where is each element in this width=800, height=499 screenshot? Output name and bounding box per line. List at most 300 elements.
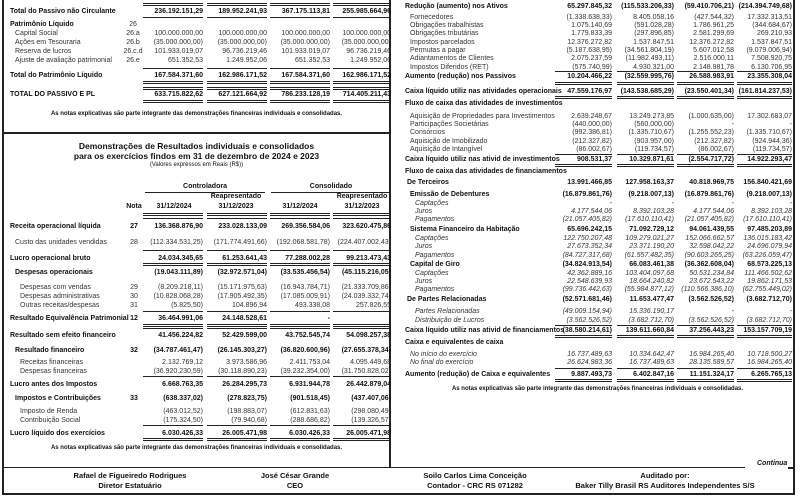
row-value: (463.012,52) xyxy=(163,408,203,415)
table-row xyxy=(0,416,400,425)
row-nota: 26.b xyxy=(126,39,140,46)
row-value: 96.736.219,46 xyxy=(222,48,267,55)
row-label: Contribuição Social xyxy=(20,417,81,424)
row-value: 101.933.019,07 xyxy=(154,48,203,55)
table-row xyxy=(0,99,800,108)
row-value: (52.571.681,46) xyxy=(562,296,612,303)
row-value: 1.537.847,51 xyxy=(633,39,674,46)
row-value: 4.095.449,68 xyxy=(350,359,391,366)
row-label: Captações xyxy=(415,200,449,207)
double-rule xyxy=(677,164,734,167)
row-value: 24.696.079,94 xyxy=(747,243,792,250)
table-row xyxy=(0,380,400,389)
row-value: - xyxy=(731,308,734,315)
row-value: 4.177.544,06 xyxy=(693,208,734,215)
row-value: (21.333.709,86) xyxy=(341,284,391,291)
row-nota: 32 xyxy=(130,347,138,354)
row-value: (26.145.303,27) xyxy=(217,347,267,354)
row-value: (19.043.111,89) xyxy=(154,269,203,276)
double-rule xyxy=(555,164,612,167)
row-value: 36.464.991,06 xyxy=(158,315,203,322)
row-label: Resultado sem efeito financeiro xyxy=(10,332,116,339)
row-value: 100.000.000,00 xyxy=(342,30,391,37)
row-value: 23.672.543,22 xyxy=(689,278,734,285)
row-value: 24.034.345,65 xyxy=(158,255,203,262)
row-label: Aquisição de Intangível xyxy=(410,146,483,153)
signature-ceo xyxy=(210,471,380,491)
row-label: Consórcios xyxy=(410,129,446,136)
row-nota: 26.c.d xyxy=(123,48,143,55)
row-value: 8.405.058,16 xyxy=(633,14,674,21)
double-rule xyxy=(677,82,734,85)
row-nota: 28 xyxy=(130,239,138,246)
double-rule xyxy=(737,335,792,338)
rule xyxy=(617,71,674,72)
row-value: 104.896,94 xyxy=(231,302,267,309)
row-value: 10.204.466,22 xyxy=(567,73,612,80)
row-value: (427.544,32) xyxy=(694,14,734,21)
row-value: (16.879.861,76) xyxy=(562,191,612,198)
table-row xyxy=(0,358,800,367)
income-statement-subtitle: (Valores expressos em Reais (R$)) xyxy=(149,162,244,168)
row-value: (440.000,00) xyxy=(572,121,612,128)
row-value: 12.376.272,82 xyxy=(689,39,734,46)
row-label: Emissão de Debentures xyxy=(410,191,490,198)
row-value: 236.192.151,29 xyxy=(154,8,203,15)
row-value: 28.135.589,57 xyxy=(689,359,734,366)
signature-director xyxy=(40,471,220,491)
row-value: 4.930.321,00 xyxy=(633,64,674,71)
row-value: (21.057.405,82) xyxy=(562,216,612,223)
row-value: 41.456.224,82 xyxy=(158,332,203,339)
table-row xyxy=(0,225,800,234)
row-value: 13.249.273,85 xyxy=(629,113,674,120)
row-label: Juros xyxy=(415,278,433,285)
row-nota: 30 xyxy=(130,293,138,300)
table-row xyxy=(0,145,800,154)
table-row xyxy=(0,242,800,251)
row-value: 5.607.012,58 xyxy=(693,47,734,54)
row-value: (35.000.000,00) xyxy=(341,39,391,46)
row-value: 651.352,53 xyxy=(167,57,203,64)
row-value: (9.218.007,13) xyxy=(628,191,674,198)
row-value: 26.588.983,91 xyxy=(689,73,734,80)
rule xyxy=(737,368,792,369)
row-value: 94.061.439,55 xyxy=(689,226,734,233)
table-row xyxy=(0,54,800,63)
row-value: 6.668.763,35 xyxy=(162,381,203,388)
row-value: (17.085.009,91) xyxy=(280,293,330,300)
row-value: 1.249.952,06 xyxy=(350,57,391,64)
row-value: 255.985.664,96 xyxy=(342,8,391,15)
row-value: 26.005.471,98 xyxy=(222,430,267,437)
row-value: (30.118.890,23) xyxy=(218,368,267,375)
row-value: (5.825,50) xyxy=(171,302,203,309)
row-value: (17.610.110,41) xyxy=(625,216,674,223)
row-label: Pagamentos xyxy=(415,286,455,293)
row-value: 14.922.293,47 xyxy=(747,156,792,163)
rule xyxy=(617,368,674,369)
row-value: 189.952.241,93 xyxy=(218,8,267,15)
row-label: Captações xyxy=(415,235,449,242)
row-value: - xyxy=(609,200,612,207)
row-label: Obrigações trabalhistas xyxy=(410,22,484,29)
double-rule xyxy=(333,81,391,84)
row-label: Impostos Diferidos (RET) xyxy=(410,64,489,71)
row-value: 37.256.443,23 xyxy=(689,327,734,334)
row-value: 32.598.042,22 xyxy=(689,243,734,250)
row-value: 4.177.544,06 xyxy=(571,208,612,215)
row-label: Resultado Equivalência Patrimonial xyxy=(10,315,129,322)
row-label: Despesas com vendas xyxy=(20,284,91,291)
row-value: (1.255.552,23) xyxy=(688,129,734,136)
row-value: 2.148.981,78 xyxy=(693,64,734,71)
row-label: Fluxo de caixa das atividades de investimentos xyxy=(405,100,563,107)
row-value: 269.210,93 xyxy=(756,30,792,37)
row-value: (112.334.531,25) xyxy=(150,239,203,246)
row-value: (3.562.526,52) xyxy=(688,296,734,303)
row-value: 23.371.190,20 xyxy=(629,243,674,250)
row-value: (27.655.378,34) xyxy=(341,347,391,354)
row-label: Captações xyxy=(415,270,449,277)
row-value: (61.557.482,35) xyxy=(624,252,674,259)
row-label: Despesas financeiras xyxy=(20,368,87,375)
row-label: Total do Passivo não Circulante xyxy=(10,8,116,15)
footnote: As notas explicativas são parte integrante das demonstrações financeiras individuais e consolidadas. xyxy=(50,111,343,117)
double-rule xyxy=(737,82,792,85)
row-value: (3.682.712,70) xyxy=(746,317,792,324)
row-value: 18.664.240,82 xyxy=(629,278,674,285)
rule xyxy=(207,425,267,426)
row-value: 651.352,53 xyxy=(294,57,330,64)
double-rule xyxy=(617,82,674,85)
row-value: (34.561.804,19) xyxy=(624,47,674,54)
signature-role: Baker Tilly Brasil RS Auditores Independentes S/S xyxy=(575,481,755,490)
row-nota: 26.a xyxy=(126,30,140,37)
row-value: (175.324,50) xyxy=(163,417,203,424)
table-row xyxy=(0,2,800,11)
row-value: 10.718.500,27 xyxy=(747,351,792,358)
row-value: (1.338.638,33) xyxy=(566,14,612,21)
row-value: (110.566.386,10) xyxy=(681,286,734,293)
row-value: (99.736.442,63) xyxy=(562,286,612,293)
row-value: 6.931.944,78 xyxy=(289,381,330,388)
date-header: 31/12/2023 xyxy=(344,203,380,210)
row-value: (10.828.068,28) xyxy=(153,293,203,300)
row-value: (437.407,06) xyxy=(351,395,391,402)
row-value: - xyxy=(731,200,734,207)
row-label: Redução (aumento) nos Ativos xyxy=(405,3,508,10)
row-value: (32.972.571,04) xyxy=(217,269,267,276)
row-value: (119.734,57) xyxy=(634,146,674,153)
row-value: 633.715.822,62 xyxy=(154,91,203,98)
table-row xyxy=(0,285,800,294)
row-value: 627.121.664,92 xyxy=(218,91,267,98)
table-row xyxy=(0,370,800,379)
rule xyxy=(737,71,792,72)
row-value: (5.187.638,95) xyxy=(566,47,612,54)
row-value: 17.302.683,07 xyxy=(747,113,792,120)
row-value: 77.288.002,28 xyxy=(285,255,330,262)
double-rule xyxy=(555,82,612,85)
row-value: 6.265.765,13 xyxy=(751,371,792,378)
row-value: (298.080,49) xyxy=(351,408,391,415)
row-value: 13.991.466,85 xyxy=(567,179,612,186)
double-rule xyxy=(143,81,203,84)
row-value: 50.531.234,84 xyxy=(689,270,734,277)
row-value: - xyxy=(327,315,330,322)
row-value: (161.814.237,53) xyxy=(738,88,792,95)
signature-accountant xyxy=(380,471,570,491)
table-row xyxy=(0,29,800,38)
table-row xyxy=(0,429,400,438)
row-value: (2.554.717,72) xyxy=(688,156,734,163)
row-value: (35.000.000,00) xyxy=(280,39,330,46)
row-label: Sistema Financeiro da Habitação xyxy=(410,226,520,233)
row-label: Caixa líquido utiliz nas ativid de financiamentos xyxy=(405,327,565,334)
row-value: (278.823,75) xyxy=(227,395,267,402)
row-label: TOTAL DO PASSIVO E PL xyxy=(10,91,96,98)
row-value: 16.737.489,63 xyxy=(629,359,674,366)
double-rule xyxy=(143,438,203,441)
row-value: 156.840.421,69 xyxy=(743,179,792,186)
row-label: Imposto de Renda xyxy=(20,408,78,415)
row-label: Pagamentos xyxy=(415,216,455,223)
row-nota: 26 xyxy=(129,21,137,28)
table-row xyxy=(0,190,800,199)
row-value: (34.824.913,54) xyxy=(562,261,612,268)
row-value: (62.755.449,02) xyxy=(742,286,792,293)
row-value: 11.653.477,47 xyxy=(629,296,674,303)
row-value: (35.000.000,00) xyxy=(153,39,203,46)
row-value: 152.066.662,57 xyxy=(685,235,734,242)
rule xyxy=(677,154,734,155)
row-label: Reserva de lucros xyxy=(15,48,72,55)
row-value: (34.787.461,47) xyxy=(153,347,203,354)
double-rule xyxy=(677,379,734,382)
row-label: Despesas operacionais xyxy=(15,269,93,276)
row-value: 109.279.021,27 xyxy=(625,235,674,242)
row-value: (1.000.635,00) xyxy=(688,113,734,120)
row-value: 1.786.961,25 xyxy=(693,22,734,29)
row-value: 127.958.163,37 xyxy=(625,179,674,186)
row-label: Fluxo de caixa das atividades de financiamentos xyxy=(405,168,567,175)
row-label: Caixa líquido utiliz nas ativid de investimentos xyxy=(405,156,560,163)
row-value: 7.508.920,75 xyxy=(751,55,792,62)
row-label: Lucro antes dos Impostos xyxy=(10,381,98,388)
row-value: 16.737.489,63 xyxy=(567,351,612,358)
rule xyxy=(737,154,792,155)
row-value: (84.727.317,68) xyxy=(562,252,612,259)
double-rule xyxy=(617,96,674,99)
row-value: (901.518,45) xyxy=(290,395,330,402)
row-value: (31.750.828,02) xyxy=(341,368,391,375)
table-row xyxy=(0,87,800,96)
row-value: (16.943.784,71) xyxy=(280,284,330,291)
rule xyxy=(555,154,612,155)
row-value: 269.356.584,06 xyxy=(281,223,330,230)
row-value: 97.485.203,89 xyxy=(747,226,792,233)
row-label: Distribuição de Lucros xyxy=(415,317,485,324)
double-rule xyxy=(677,96,734,99)
row-value: 26.284.295,73 xyxy=(222,381,267,388)
row-value: 786.233.128,19 xyxy=(281,91,330,98)
row-value: (8.209.218,11) xyxy=(157,284,203,291)
row-value: 23.355.308,04 xyxy=(747,73,792,80)
row-value: (35.000.000,00) xyxy=(217,39,267,46)
row-value: (36.920.230,59) xyxy=(153,368,203,375)
income-statement-title-1: Demonstrações de Resultados individuais e consolidados xyxy=(78,141,315,151)
row-value: 96.736.219,46 xyxy=(346,48,391,55)
table-row xyxy=(0,178,800,187)
row-value: 47.559.176,97 xyxy=(567,88,612,95)
row-value: 61.253.641,43 xyxy=(222,255,267,262)
row-label: De Terceiros xyxy=(407,179,449,186)
row-value: (36.820.600,96) xyxy=(280,347,330,354)
footnote: As notas explicativas são parte integrante das demonstrações financeiras individuais e consolidadas. xyxy=(451,386,744,392)
signature-name: Soilo Carlos Lima Conceição xyxy=(423,471,527,480)
row-value: 52.429.599,00 xyxy=(222,332,267,339)
row-value: (3.562.526,52) xyxy=(566,317,612,324)
row-value: 6.030.426,33 xyxy=(162,430,203,437)
row-value: (24.039.332,74) xyxy=(341,293,391,300)
row-value: (575.740,99) xyxy=(572,64,612,71)
row-value: 26.442.879,04 xyxy=(346,381,391,388)
row-value: (198.883,07) xyxy=(227,408,267,415)
rule xyxy=(737,325,792,326)
row-nota: 29 xyxy=(130,284,138,291)
row-value: 68.573.225,13 xyxy=(747,261,792,268)
row-label: Participações Societárias xyxy=(410,121,489,128)
double-rule xyxy=(270,81,330,84)
footer-rule xyxy=(4,467,745,468)
row-value: 233.028.133,09 xyxy=(218,223,267,230)
rule xyxy=(677,325,734,326)
row-value: (591.028,28) xyxy=(634,22,674,29)
double-rule xyxy=(555,335,612,338)
row-nota: 12 xyxy=(130,315,138,322)
row-value: 9.887.493,73 xyxy=(571,371,612,378)
row-label: Aumento (redução) de Caixa e equivalentes xyxy=(405,371,551,378)
row-value: (17.905.492,35) xyxy=(217,293,267,300)
row-label: Aumento (redução) nos Passivos xyxy=(405,73,516,80)
row-value: - xyxy=(731,121,734,128)
row-value: 162.986.171,52 xyxy=(342,72,391,79)
row-value: 40.818.969,75 xyxy=(689,179,734,186)
rule xyxy=(617,154,674,155)
row-label: Adiantamentos de Clientes xyxy=(410,55,494,62)
double-rule xyxy=(737,96,792,99)
double-rule xyxy=(677,335,734,338)
row-value: 11.151.324,17 xyxy=(689,371,734,378)
row-value: 162.986.171,52 xyxy=(218,72,267,79)
row-value: (119.734,57) xyxy=(752,146,792,153)
row-value: 16.984.265,40 xyxy=(689,351,734,358)
row-value: (32.559.995,76) xyxy=(624,73,674,80)
row-value: 26.624.983,36 xyxy=(567,359,612,366)
rule xyxy=(333,425,391,426)
nota-header: Nota xyxy=(126,203,142,210)
row-value: (139.326,57) xyxy=(351,417,391,424)
row-label: Ajuste de avaliação patrimonial xyxy=(15,57,112,64)
row-label: Custo das unidades vendidas xyxy=(15,239,107,246)
row-value: - xyxy=(789,121,792,128)
double-rule xyxy=(617,379,674,382)
double-rule xyxy=(555,379,612,382)
row-value: 8.392.103,28 xyxy=(751,208,792,215)
row-label: Caixa líquido utiliz nas atividades operacionais xyxy=(405,88,562,95)
row-value: - xyxy=(789,308,792,315)
table-row xyxy=(0,155,800,164)
row-value: (63.226.059,47) xyxy=(742,252,792,259)
row-value: (1.335.710,67) xyxy=(746,129,792,136)
table-row xyxy=(0,295,800,304)
table-row xyxy=(0,338,800,347)
row-value: (55.984.877,12) xyxy=(624,286,674,293)
row-label: Outras receitas/despesas xyxy=(20,302,100,309)
restated-header: Reapresentado xyxy=(210,193,262,200)
row-value: 2.581.299,69 xyxy=(693,30,734,37)
row-label: Impostos e Contribuições xyxy=(15,395,101,402)
footer-rule-end xyxy=(788,467,793,469)
row-value: (11.982.493,11) xyxy=(625,55,674,62)
signature-auditor xyxy=(545,471,785,491)
row-value: 71.092.729,12 xyxy=(629,226,674,233)
row-label: Ações em Tesouraria xyxy=(15,39,81,46)
table-row xyxy=(0,326,800,335)
row-label: Resultado financeiro xyxy=(15,347,85,354)
row-value: 22.548.639,93 xyxy=(567,278,612,285)
row-value: 6.130.706,95 xyxy=(751,64,792,71)
table-row xyxy=(0,260,800,269)
rule xyxy=(555,71,612,72)
row-value: (214.394.749,68) xyxy=(738,3,792,10)
double-rule xyxy=(333,438,391,441)
row-nota: 31 xyxy=(130,302,138,309)
row-value: 908.531,37 xyxy=(576,156,612,163)
row-value: (16.879.861,76) xyxy=(684,191,734,198)
row-value: 65.696.242,15 xyxy=(567,226,612,233)
row-value: (924.944,36) xyxy=(752,138,792,145)
row-value: (3.682.712,70) xyxy=(746,296,792,303)
row-value: (86.002,67) xyxy=(698,146,734,153)
row-value: 26.005.471,98 xyxy=(346,430,391,437)
date-header: 31/12/2023 xyxy=(218,203,254,210)
row-value: 1.075.140,69 xyxy=(571,22,612,29)
row-label: Aquisição de Propriedades para Investimentos xyxy=(410,113,555,120)
row-value: 323.620.475,86 xyxy=(342,223,391,230)
row-label: Aquisição de Imobilizado xyxy=(410,138,488,145)
row-value: (59.410.706,21) xyxy=(684,3,734,10)
rule xyxy=(677,71,734,72)
restated-header: Reapresentado xyxy=(336,193,388,200)
table-row xyxy=(0,316,800,325)
date-header: 31/12/2024 xyxy=(156,203,192,210)
row-value: (992.386,81) xyxy=(572,129,612,136)
row-label: Obrigações tributárias xyxy=(410,30,479,37)
row-label: Fornecedores xyxy=(410,14,454,21)
group-header-consolidado: Consolidado xyxy=(309,183,353,190)
row-value: 111.466.502,62 xyxy=(744,270,792,277)
row-value: 16.984.265,40 xyxy=(747,359,792,366)
row-value: 100.000.000,00 xyxy=(154,30,203,37)
rule xyxy=(143,425,203,426)
row-value: (143.538.685,29) xyxy=(620,88,674,95)
row-value: 43.752.545,74 xyxy=(285,332,330,339)
row-value: 100.000.000,00 xyxy=(281,30,330,37)
row-label: De Partes Relacionadas xyxy=(407,296,487,303)
row-value: 66.083.461,38 xyxy=(629,261,674,268)
